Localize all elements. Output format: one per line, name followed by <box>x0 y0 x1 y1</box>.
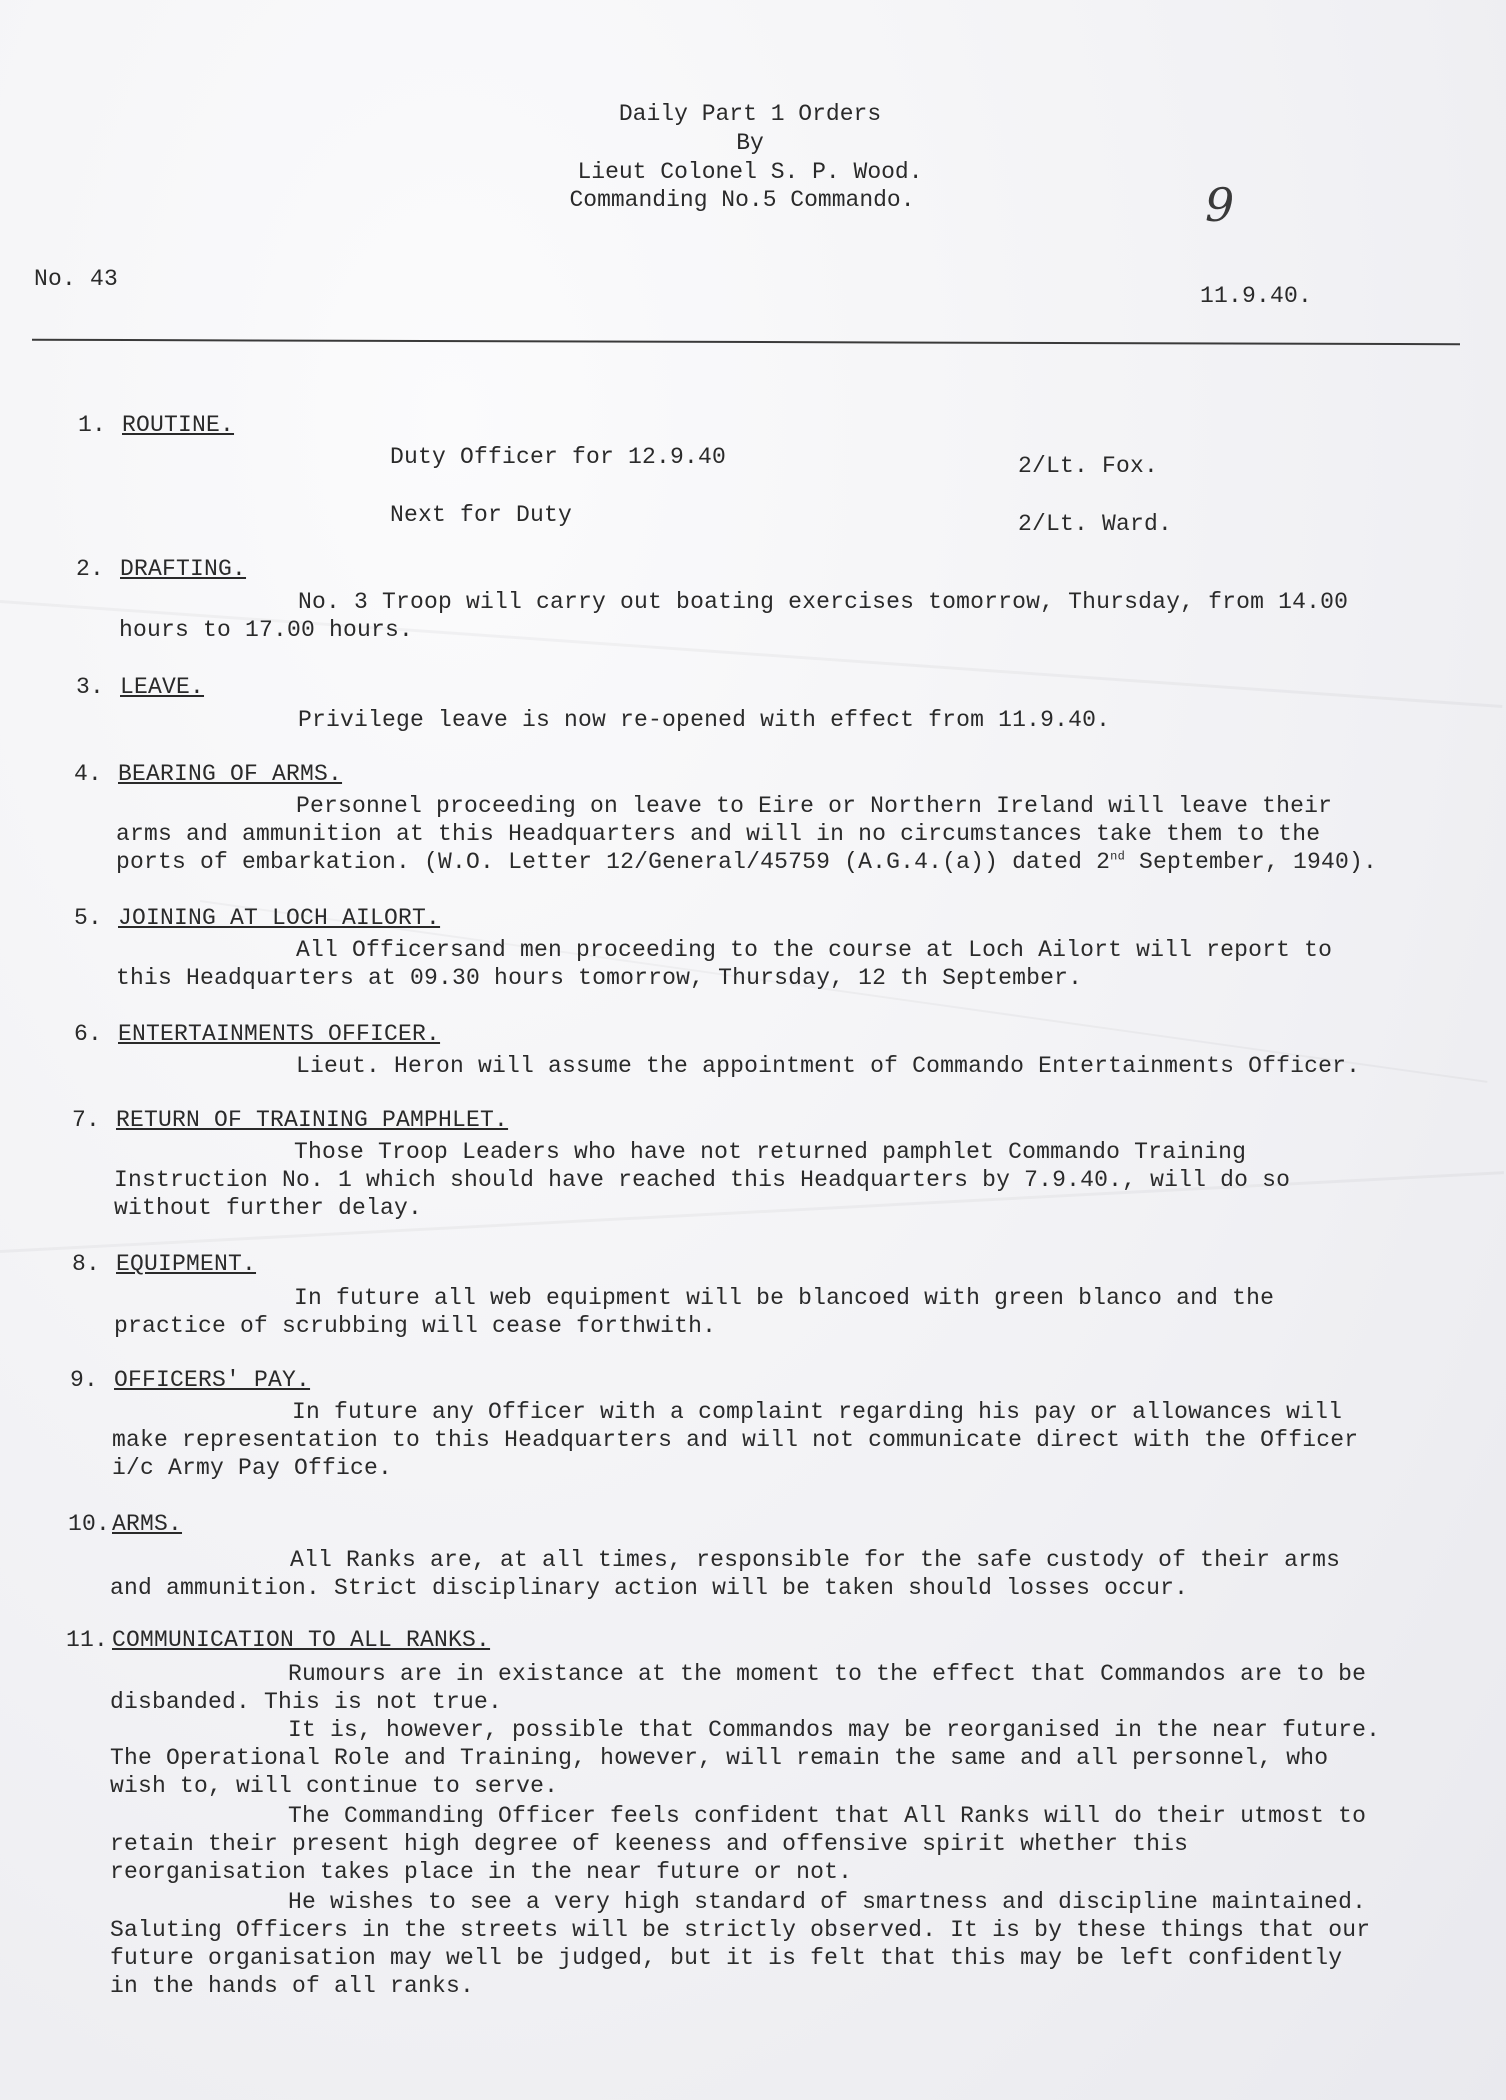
body-line: Saluting Officers in the streets will be strictly observed. It is by these things that our <box>110 1917 1371 1943</box>
section-number: 10. <box>68 1511 111 1537</box>
section-number: 8. <box>72 1251 101 1277</box>
body-line: arms and ammunition at this Headquarters and will in no circumstances take them to the <box>116 821 1321 847</box>
section-title-routine: ROUTINE. <box>122 412 235 438</box>
body-line: this Headquarters at 09.30 hours tomorrow, Thursday, 12 th September. <box>116 965 1083 991</box>
section-number: 1. <box>78 412 107 438</box>
body-line: All Ranks are, at all times, responsible for the safe custody of their arms <box>290 1547 1341 1573</box>
body-line: The Operational Role and Training, however, will remain the same and all personnel, who <box>110 1745 1329 1771</box>
section-number: 6. <box>74 1021 103 1047</box>
body-line: Rumours are in existance at the moment to the effect that Commandos are to be <box>288 1661 1367 1687</box>
section-title-officers-pay: OFFICERS' PAY. <box>114 1367 311 1393</box>
body-line: make representation to this Headquarters and will not communicate direct with the Officer <box>112 1427 1359 1453</box>
body-line: Lieut. Heron will assume the appointment of Commando Entertainments Officer. <box>296 1053 1361 1079</box>
body-line: practice of scrubbing will cease forthwith. <box>114 1313 717 1339</box>
body-line: Those Troop Leaders who have not returned pamphlet Commando Training <box>294 1139 1247 1165</box>
section-number: 9. <box>70 1367 99 1393</box>
next-duty-value: 2/Lt. Ward. <box>1018 511 1173 537</box>
section-number: 4. <box>74 761 103 787</box>
body-line: and ammunition. Strict disciplinary action will be taken should losses occur. <box>110 1575 1189 1601</box>
order-date: 11.9.40. <box>1200 283 1313 309</box>
body-line: Privilege leave is now re-opened with effect from 11.9.40. <box>298 707 1111 733</box>
body-line: All Officersand men proceeding to the course at Loch Ailort will report to <box>296 937 1333 963</box>
section-number: 11. <box>66 1627 109 1653</box>
section-number: 3. <box>76 674 105 700</box>
section-number: 5. <box>74 905 103 931</box>
duty-officer-label: Duty Officer for 12.9.40 <box>390 444 727 470</box>
body-line: hours to 17.00 hours. <box>119 617 414 643</box>
section-title-leave: LEAVE. <box>120 674 205 700</box>
body-line: in the hands of all ranks. <box>110 1973 475 1999</box>
section-number: 2. <box>76 556 105 582</box>
body-line: It is, however, possible that Commandos may be reorganised in the near future. <box>288 1717 1381 1743</box>
body-line: retain their present high degree of keeness and offensive spirit whether this <box>110 1831 1189 1857</box>
section-title-equipment: EQUIPMENT. <box>116 1251 257 1277</box>
section-title-joining: JOINING AT LOCH AILORT. <box>118 905 441 931</box>
section-title-bearing-of-arms: BEARING OF ARMS. <box>118 761 343 787</box>
order-number: No. 43 <box>34 266 119 292</box>
body-line: No. 3 Troop will carry out boating exercises tomorrow, Thursday, from 14.00 <box>298 589 1349 615</box>
body-line: He wishes to see a very high standard of smartness and discipline maintained. <box>288 1889 1367 1915</box>
body-line: reorganisation takes place in the near future or not. <box>110 1859 853 1885</box>
body-line: wish to, will continue to serve. <box>110 1773 559 1799</box>
header-author: Lieut Colonel S. P. Wood. <box>577 159 923 185</box>
header-title: Daily Part 1 Orders <box>618 101 882 127</box>
section-title-communication: COMMUNICATION TO ALL RANKS. <box>112 1627 491 1653</box>
section-title-drafting: DRAFTING. <box>120 556 247 582</box>
body-line: ports of embarkation. (W.O. Letter 12/General/45759 (A.G.4.(a)) dated 2nd September, 1940). <box>116 849 1378 875</box>
section-number: 7. <box>72 1107 101 1133</box>
body-line: i/c Army Pay Office. <box>112 1455 393 1481</box>
body-line: disbanded. This is not true. <box>110 1689 503 1715</box>
body-line: In future any Officer with a complaint regarding his pay or allowances will <box>292 1399 1343 1425</box>
body-line: In future all web equipment will be blancoed with green blanco and the <box>294 1285 1275 1311</box>
body-line: without further delay. <box>114 1195 423 1221</box>
handwritten-page-number: 9 <box>1205 178 1235 232</box>
body-line: The Commanding Officer feels confident that All Ranks will do their utmost to <box>288 1803 1367 1829</box>
body-line: future organisation may well be judged, but it is felt that this may be left confidently <box>110 1945 1343 1971</box>
section-title-arms: ARMS. <box>112 1511 183 1537</box>
header-by: By <box>736 130 764 156</box>
next-duty-label: Next for Duty <box>390 502 573 528</box>
section-title-training-pamphlet: RETURN OF TRAINING PAMPHLET. <box>116 1107 509 1133</box>
header-command: Commanding No.5 Commando. <box>569 187 915 213</box>
body-line: Instruction No. 1 which should have reached this Headquarters by 7.9.40., will do so <box>114 1167 1291 1193</box>
body-line: Personnel proceeding on leave to Eire or Northern Ireland will leave their <box>296 793 1333 819</box>
header-divider <box>32 339 1460 345</box>
duty-officer-value: 2/Lt. Fox. <box>1018 453 1159 479</box>
section-title-entertainments: ENTERTAINMENTS OFFICER. <box>118 1021 441 1047</box>
